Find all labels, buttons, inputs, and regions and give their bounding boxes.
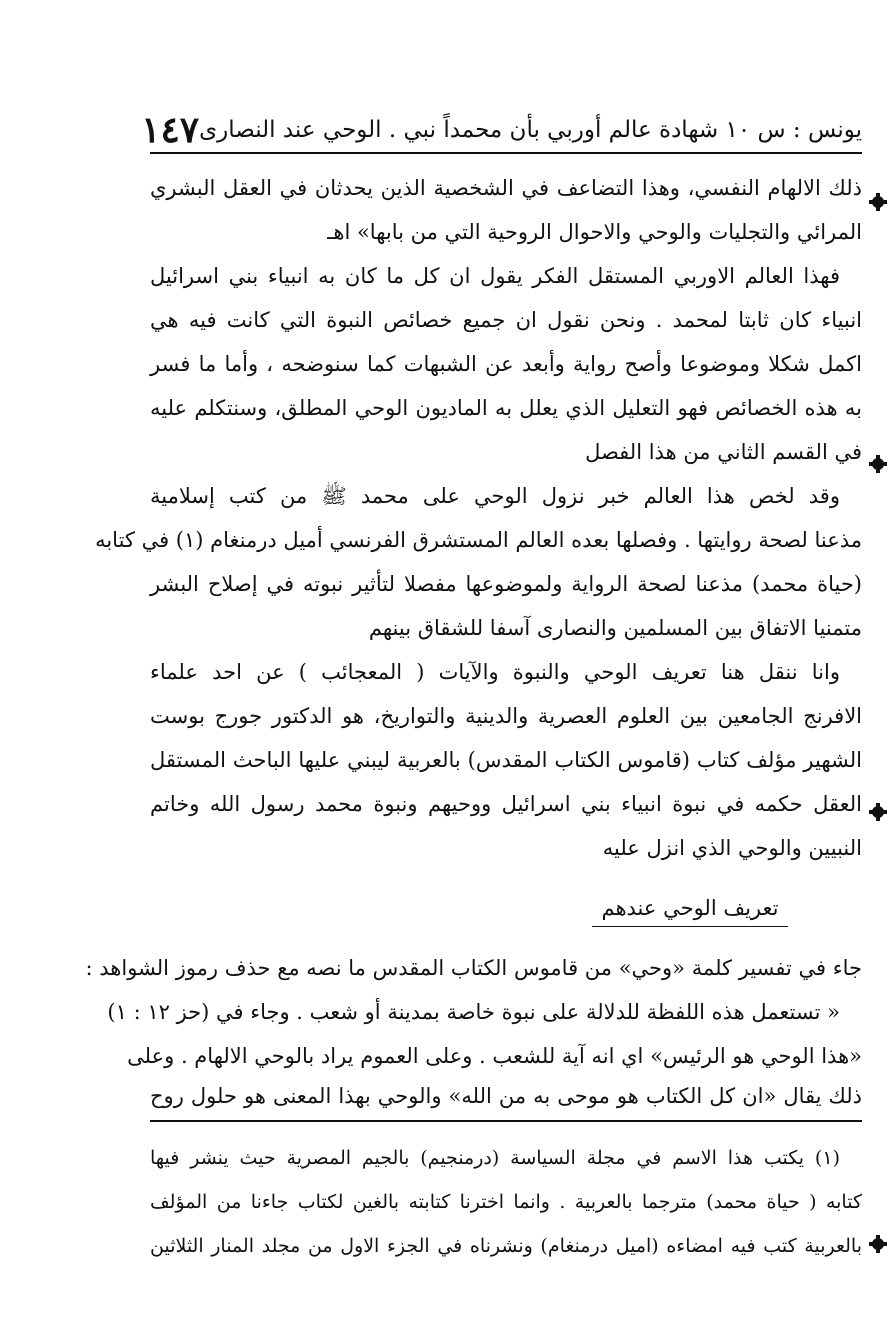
text-line: «هذا الوحي هو الرئيس» اي انه آية للشعب . وعلى العموم يراد بالوحي الالهام . وعلى bbox=[127, 1044, 862, 1068]
text-line: « تستعمل هذه اللفظة للدلالة على نبوة خاصة بمدينة أو شعب . وجاء في (حز ١٢ : ١) bbox=[107, 1000, 840, 1024]
header-rule bbox=[150, 152, 862, 154]
text-line: ذلك الالهام النفسي، وهذا التضاعف في الشخصية الذين يحدثان في العقل البشري bbox=[150, 176, 862, 200]
section-subheading: تعريف الوحي عندهم bbox=[601, 896, 779, 920]
footnote-line: (١) يكتب هذا الاسم في مجلة السياسة (درمنجيم) بالجيم المصرية حيث ينشر فيها bbox=[150, 1147, 840, 1169]
page-header bbox=[141, 100, 862, 151]
text-line: الشهير مؤلف كتاب (قاموس الكتاب المقدس) بالعربية ليبني عليها الباحث المستقل bbox=[150, 748, 862, 772]
margin-mark-icon bbox=[872, 1238, 884, 1250]
text-line: جاء في تفسير كلمة «وحي» من قاموس الكتاب المقدس ما نصه مع حذف رموز الشواهد : bbox=[85, 956, 862, 980]
margin-mark-icon bbox=[872, 196, 884, 208]
text-line: النبيين والوحي الذي انزل عليه bbox=[602, 836, 862, 860]
page-number: ١٤٧ bbox=[141, 109, 200, 151]
margin-mark-icon bbox=[872, 806, 884, 818]
text-line: اكمل شكلا وموضوعا وأصح رواية وأبعد عن الشبهات كما سنوضحه ، وأما ما فسر bbox=[150, 352, 862, 376]
text-line: وقد لخص هذا العالم خبر نزول الوحي على محمد ﷺ من كتب إسلامية bbox=[150, 484, 840, 508]
text-line: انبياء كان ثابتا لمحمد . ونحن نقول ان جميع خصائص النبوة التي كانت فيه هي bbox=[150, 308, 862, 332]
margin-mark-icon bbox=[872, 458, 884, 470]
text-line: الافرنج الجامعين بين العلوم العصرية والدينية والتواريخ، هو الدكتور جورج بوست bbox=[150, 704, 862, 728]
text-line: المرائي والتجليات والوحي والاحوال الروحية التي من بابها» اهـ bbox=[327, 220, 862, 244]
footnote-line: كتابه ( حياة محمد) مترجما بالعربية . وانما اخترنا كتابته بالغين لكتاب جاءنا من المؤلف bbox=[150, 1191, 862, 1213]
running-head: يونس : س ١٠ شهادة عالم أوربي بأن محمداً نبي . الوحي عند النصارى bbox=[199, 117, 862, 143]
text-line: متمنيا الاتفاق بين المسلمين والنصارى آسفا للشقاق بينهم bbox=[368, 616, 862, 640]
footnote-line: بالعربية كتب فيه امضاءه (اميل درمنغام) ونشرناه في الجزء الاول من مجلد المنار الثلاثين bbox=[150, 1235, 862, 1257]
text-line: مذعنا لصحة روايتها . وفصلها بعده العالم المستشرق الفرنسي أميل درمنغام (١) في كتابه bbox=[95, 528, 862, 552]
text-line: (حياة محمد) مذعنا لصحة الرواية ولموضوعها مفصلا لتأثير نبوته في إصلاح البشر bbox=[150, 572, 862, 596]
text-line: وانا ننقل هنا تعريف الوحي والنبوة والآيات ( المعجائب ) عن احد علماء bbox=[150, 660, 840, 684]
text-line: ذلك يقال «ان كل الكتاب هو موحى به من الله» والوحي بهذا المعنى هو حلول روح bbox=[150, 1084, 862, 1108]
footnote-rule bbox=[150, 1120, 862, 1122]
text-line: العقل حكمه في نبوة انبياء بني اسرائيل ووحيهم ونبوة محمد رسول الله وخاتم bbox=[150, 792, 862, 816]
text-line: فهذا العالم الاوربي المستقل الفكر يقول ان كل ما كان به انبياء بني اسرائيل bbox=[150, 264, 840, 288]
text-line: به هذه الخصائص فهو التعليل الذي يعلل به الماديون الوحي المطلق، وسنتكلم عليه bbox=[150, 396, 862, 420]
subheading-underline bbox=[592, 926, 788, 927]
text-line: في القسم الثاني من هذا الفصل bbox=[585, 440, 862, 464]
